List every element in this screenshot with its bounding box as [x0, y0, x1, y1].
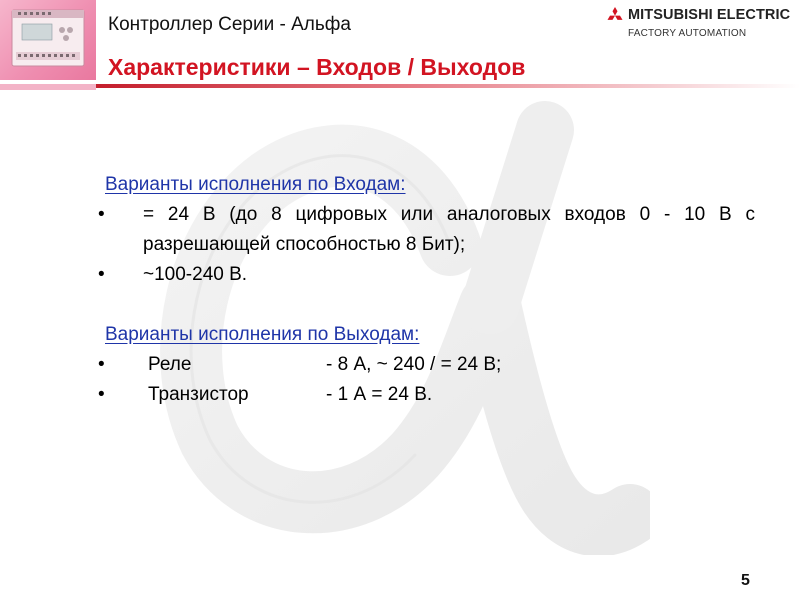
output-type: Транзистор	[148, 384, 249, 405]
bullet-icon: •	[98, 204, 105, 225]
controller-device-image	[0, 0, 96, 80]
bullet-icon: •	[98, 354, 105, 375]
output-item	[98, 350, 755, 380]
controller-series-title: Контроллер Серии - Альфа	[108, 14, 351, 35]
input-item	[98, 200, 755, 260]
header-divider-left	[0, 84, 96, 90]
inputs-heading: Варианты исполнения по Входам:	[105, 174, 406, 195]
brand-name: MITSUBISHI ELECTRIC	[628, 7, 791, 23]
io-characteristics	[98, 170, 755, 410]
bullet-icon: •	[98, 264, 105, 285]
bullet-icon: •	[98, 384, 105, 405]
output-spec: - 1 А = 24 В.	[326, 384, 433, 405]
page-title: Характеристики – Входов / Выходов	[108, 54, 526, 80]
output-item	[98, 380, 755, 410]
mitsubishi-logo-icon	[606, 7, 624, 23]
outputs-heading: Варианты исполнения по Выходам:	[105, 324, 420, 345]
output-type: Реле	[148, 354, 192, 375]
brand-subtitle: FACTORY AUTOMATION	[628, 28, 747, 39]
input-item-text: = 24 В (до 8 цифровых или аналоговых входов 0 - 10 В с разрешающей способностью 8 Бит);	[143, 204, 755, 255]
page-number: 5	[741, 572, 750, 589]
input-item	[98, 260, 755, 290]
input-item-text: ~100-240 В.	[143, 264, 248, 285]
controller-thumbnail	[0, 0, 96, 80]
brand-block	[606, 6, 796, 40]
output-spec: - 8 А, ~ 240 / = 24 В;	[326, 354, 502, 375]
header-divider-right	[96, 84, 800, 88]
